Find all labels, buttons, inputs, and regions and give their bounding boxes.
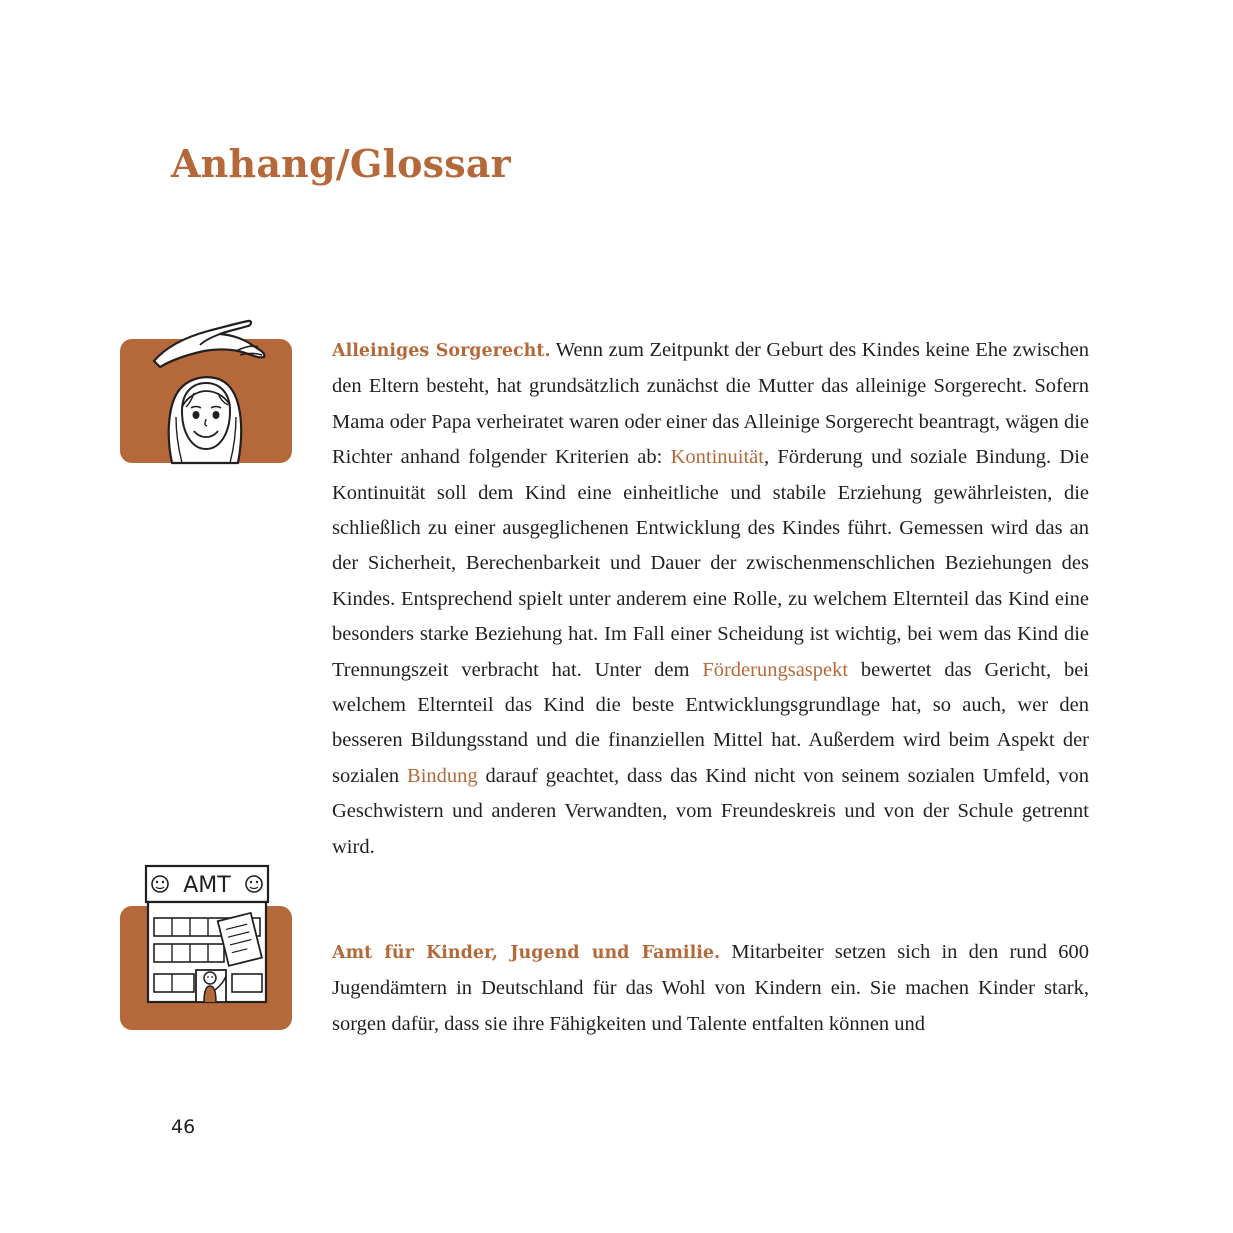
amt-sign-text: AMT bbox=[183, 873, 231, 898]
glossary-definition-part: darauf geachtet, dass das Kind nicht von seinem sozialen Umfeld, von Geschwistern und anderen Verwandten, vom Freundeskreis und von der Schule getrennt wird. bbox=[332, 764, 1089, 858]
keyword-kontinuitaet: Kontinuität bbox=[670, 446, 764, 469]
glossary-definition-part: Mitarbeiter setzen sich in den rund 600 Jugendämtern in Deutschland für das Wohl von Kindern ein. Sie machen Kinder stark, sorgen dafür, dass sie ihre Fähigkeiten und Talente entfalten können und bbox=[332, 941, 1089, 1035]
keyword-bindung: Bindung bbox=[407, 764, 478, 787]
office-building-icon bbox=[120, 873, 292, 1030]
keyword-foerderungsaspekt: Förderungsaspekt bbox=[702, 658, 849, 681]
page-title: Anhang/Glossar bbox=[171, 141, 511, 186]
glossary-term: Alleiniges Sorgerecht. bbox=[332, 341, 551, 361]
glossary-entry-alleiniges-sorgerecht bbox=[332, 333, 1089, 865]
glossary-entry-amt-fuer-kinder bbox=[332, 935, 1089, 1042]
glossary-definition-part: bewertet das Gericht, bei welchem Elternteil das Kind die beste Entwicklungsgrundlage hat, so auch, wer den besseren Bildungsstand und die finanziellen Mittel hat. Außerdem wird beim Aspekt der sozialen bbox=[332, 658, 1089, 787]
glossary-definition-part: Wenn zum Zeitpunkt der Geburt des Kindes keine Ehe zwischen den Eltern besteht, hat grundsätzlich zunächst die Mutter das alleinige Sorgerecht. Sofern Mama oder Papa verheiratet waren oder einer das Alleinige Sorgerecht beantragt, wägen die Richter anhand folgender Kriterien ab: bbox=[332, 339, 1089, 469]
child-under-hand-icon bbox=[120, 339, 292, 463]
glossary-term: Amt für Kinder, Jugend und Familie. bbox=[332, 943, 721, 963]
page-number: 46 bbox=[171, 1116, 196, 1138]
glossary-definition-part: , Förderung und soziale Bindung. Die Kontinuität soll dem Kind eine einheitliche und stabile Erziehung gewährleisten, die schließlich zu einer ausgeglichenen Entwicklung des Kindes führt. Gemessen wird das an der Sicherheit, Berechenbarkeit und Dauer der zwischenmenschlichen Beziehungen des Kindes. Entsprechend spielt unter anderem eine Rolle, zu welchem Elternteil das Kind eine besonders starke Beziehung hat. Im Fall einer Scheidung ist wichtig, bei wem das Kind die Trennungszeit verbracht hat. Unter dem bbox=[332, 446, 1089, 681]
